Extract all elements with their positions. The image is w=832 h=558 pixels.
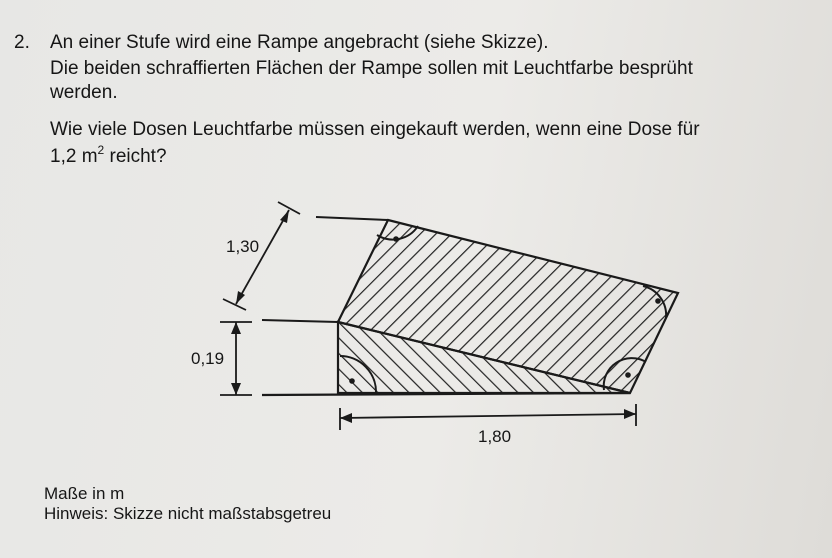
dimension-label-height: 0,19 xyxy=(191,349,225,368)
question-area-exponent: 2 xyxy=(97,143,105,157)
right-angle-dot-top xyxy=(393,236,399,242)
dimension-arrow-slope-top xyxy=(280,210,289,223)
top-edge-line xyxy=(316,217,388,220)
task-text-line-2: Die beiden schraffierten Flächen der Rampe sollen mit Leuchtfarbe besprüht xyxy=(50,58,693,79)
right-angle-dot-bottom xyxy=(625,372,631,378)
dimension-arrow-length-left xyxy=(340,413,352,423)
question-line-end: reicht? xyxy=(104,146,167,167)
question-area-value: 1,2 m xyxy=(50,146,98,167)
dimension-line-length xyxy=(340,414,636,418)
ground-line xyxy=(262,393,630,395)
dimension-arrow-height-top xyxy=(231,322,241,334)
dimension-tick-slope-bottom xyxy=(223,299,246,310)
dimension-tick-slope-top xyxy=(278,202,300,214)
dimension-line-slope xyxy=(236,210,289,304)
task-text-line-3: werden. xyxy=(50,82,118,103)
task-text-line-1: An einer Stufe wird eine Rampe angebracht (siehe Skizze). xyxy=(50,32,549,53)
dimension-label-length: 1,80 xyxy=(478,427,512,446)
dimension-arrow-slope-bottom xyxy=(236,291,245,304)
units-note: Maße in m xyxy=(44,484,125,503)
task-number: 2. xyxy=(14,32,30,53)
step-top-line xyxy=(262,320,338,322)
scale-hint: Hinweis: Skizze nicht maßstabsgetreu xyxy=(44,504,332,523)
dimension-label-slope: 1,30 xyxy=(226,237,260,256)
right-angle-dot-right xyxy=(655,298,661,304)
dimension-arrow-length-right xyxy=(624,409,636,419)
right-angle-dot-step xyxy=(349,378,355,384)
question-line-1: Wie viele Dosen Leuchtfarbe müssen eingekauft werden, wenn eine Dose für xyxy=(50,119,700,140)
dimension-arrow-height-bottom xyxy=(231,383,241,395)
